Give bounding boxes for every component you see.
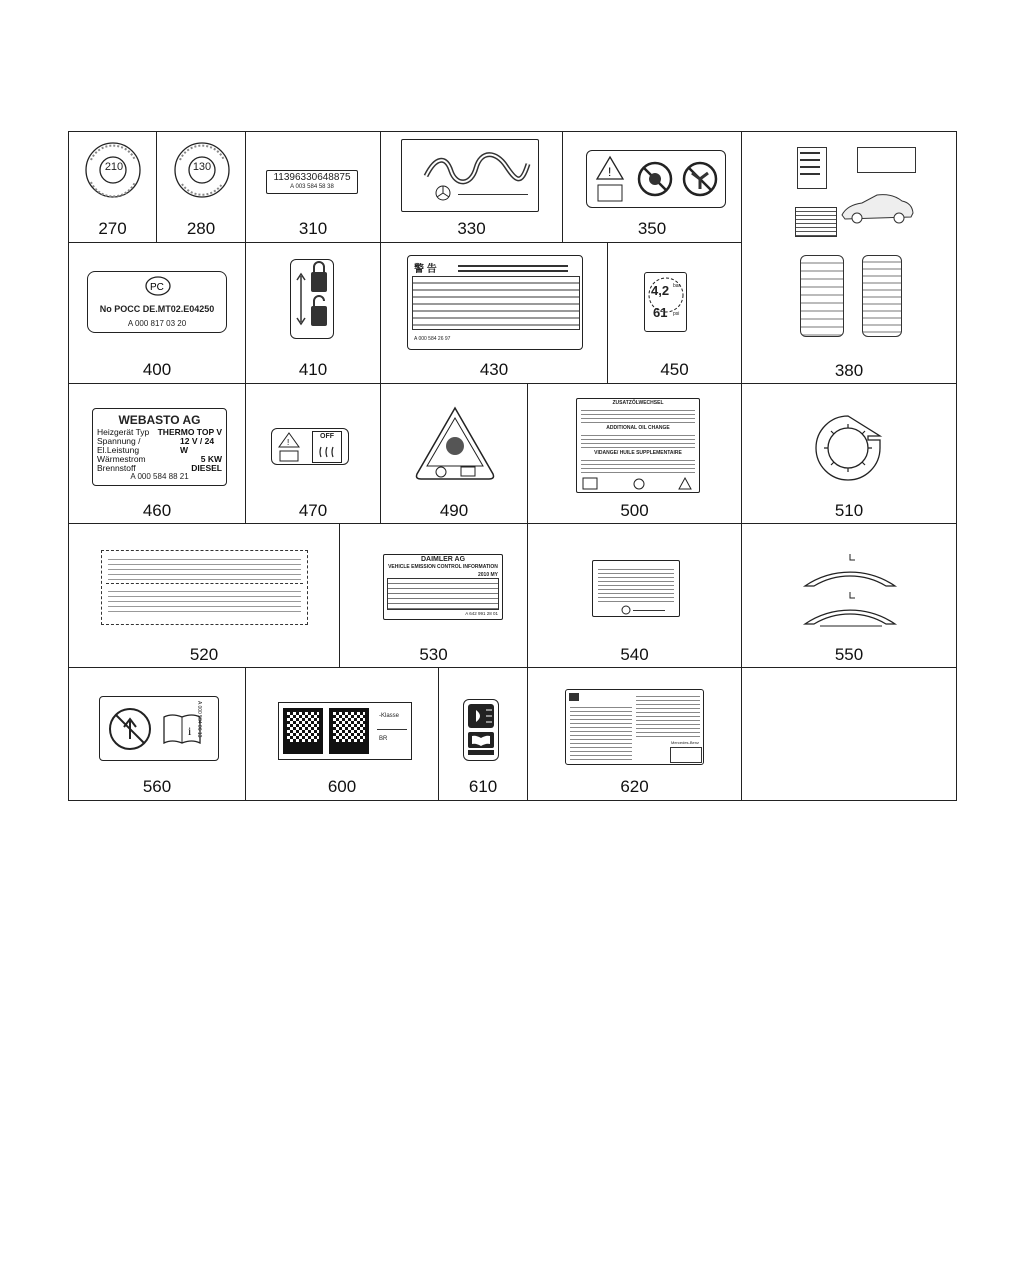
sticker-sheet-group — [797, 147, 857, 187]
pressure-psi-value: 61 — [653, 305, 668, 320]
off-text: OFF — [320, 433, 334, 440]
cell-380 — [741, 131, 957, 384]
cell-560 — [68, 667, 246, 801]
part-number-510: 510 — [834, 501, 864, 520]
oil-heading-en: ADDITIONAL OIL CHANGE — [606, 425, 670, 431]
webasto-part: A 000 584 88 21 — [130, 472, 189, 481]
cell-empty — [741, 667, 957, 801]
oil-heading-fr: VIDANGE/ HUILE SUPPLEMENTAIRE — [594, 450, 682, 456]
pressure-bar-value: 4,2 — [651, 283, 670, 298]
mercury-disposal-label — [592, 560, 680, 617]
part-number-270: 270 — [98, 219, 127, 238]
cell-350 — [562, 131, 742, 243]
webasto-label — [92, 408, 227, 486]
arc-label-lower-icon — [790, 584, 910, 629]
part-number-500: 500 — [620, 501, 649, 520]
spare-tire-label — [101, 550, 308, 625]
star-emblem-icon — [621, 605, 631, 615]
part-number-550: 550 — [834, 645, 864, 664]
pressure-label — [644, 272, 687, 332]
emission-control-label — [383, 554, 503, 620]
warning-book-icon — [277, 431, 301, 463]
part-number-430: 430 — [479, 360, 509, 379]
cell-600 — [245, 667, 439, 801]
cell-500 — [527, 383, 742, 524]
certificate-number: No POCC DE.MT02.E04250 — [99, 304, 215, 314]
headlamp-icon — [466, 702, 496, 758]
part-number-600: 600 — [327, 777, 357, 796]
part-number-490: 490 — [439, 501, 469, 520]
part-number-560: 560 — [142, 777, 172, 796]
cell-460 — [68, 383, 246, 524]
door-sticker-left — [800, 255, 844, 337]
part-number-350: 350 — [637, 219, 667, 238]
qr-code-label — [278, 702, 412, 760]
no-hands-icon — [637, 159, 677, 199]
emission-company: DAIMLER AG — [420, 556, 466, 563]
lock-unlock-icon — [293, 262, 333, 338]
cell-610 — [438, 667, 528, 801]
oil-change-label — [576, 398, 700, 493]
part-number-620: 620 — [620, 777, 649, 796]
warning-table — [412, 276, 580, 330]
webasto-specs — [97, 428, 222, 473]
part-number-450: 450 — [660, 360, 689, 379]
part-number-330: 330 — [457, 219, 486, 238]
emission-title: VEHICLE EMISSION CONTROL INFORMATION — [388, 564, 498, 570]
br-text: BR — [379, 736, 388, 742]
part-number-280: 280 — [186, 219, 216, 238]
pct-mark-icon — [143, 275, 173, 297]
star-emblem-icon — [435, 185, 451, 201]
barcode-label — [266, 170, 358, 194]
barcode-number: 11396330648875 — [273, 172, 351, 183]
qr-code-right — [329, 708, 369, 754]
qr-code-left — [283, 708, 323, 754]
webasto-brand: WEBASTO AG — [118, 413, 201, 427]
cell-470 — [245, 383, 381, 524]
speed-value-130: 130 — [192, 161, 212, 173]
part-number-470: 470 — [298, 501, 328, 520]
chinese-warning-label — [407, 255, 583, 350]
part-number-610: 610 — [468, 777, 498, 796]
svg-text:i: i — [188, 724, 192, 738]
cell-530 — [339, 523, 528, 668]
warning-icons-label — [586, 150, 726, 208]
svg-text:!: ! — [608, 165, 612, 179]
part-number-520: 520 — [189, 645, 219, 664]
spec-row: Spannung / El.Leistung 12 V / 24 W — [97, 436, 215, 455]
chinese-warning-title: 警 告 — [414, 264, 437, 275]
cell-510 — [741, 383, 957, 524]
svg-text:PC: PC — [150, 282, 164, 293]
pressure-bar-unit: bar — [673, 283, 681, 289]
pressure-psi-unit: psi — [673, 311, 680, 317]
cell-450 — [607, 242, 742, 384]
chinese-warning-part: A 000 584 26 97 — [414, 336, 451, 342]
spec-row: Heizgerät Typ THERMO TOP V — [97, 427, 222, 437]
cell-490 — [380, 383, 528, 524]
emission-model-year: 2010 MY — [477, 572, 498, 578]
car-icon — [837, 187, 917, 227]
car-diagram-box — [857, 147, 916, 173]
spec-row: Brennstoff DIESEL — [97, 463, 222, 473]
tire-info-label — [565, 689, 704, 765]
heater-off-label — [271, 428, 349, 465]
off-box — [312, 431, 342, 463]
klasse-text: -Klasse — [379, 713, 400, 719]
part-number-400: 400 — [142, 360, 172, 379]
script-logo-icon — [416, 146, 536, 196]
oil-label-icons — [581, 477, 697, 491]
recycle-badge: Mercedes-Benz — [670, 740, 699, 745]
data-table-sticker — [795, 207, 837, 237]
cell-280 — [156, 131, 246, 243]
cell-540 — [527, 523, 742, 668]
part-number-380: 380 — [834, 361, 864, 380]
svg-text:!: ! — [287, 438, 290, 447]
certification-label — [87, 271, 227, 333]
cell-400 — [68, 242, 246, 384]
cell-330 — [380, 131, 563, 243]
part-number-310: 310 — [298, 219, 328, 238]
cell-410 — [245, 242, 381, 384]
cell-310 — [245, 131, 381, 243]
jack-warning-label — [99, 696, 219, 761]
cell-550 — [741, 523, 957, 668]
no-jack-icon — [106, 705, 154, 753]
gear-ring-label-icon — [808, 408, 888, 488]
spec-row: Wärmestrom 5 KW — [97, 454, 222, 464]
cell-620 — [527, 667, 742, 801]
script-logo-label — [401, 139, 539, 212]
part-number-460: 460 — [142, 501, 172, 520]
jack-warning-part: A 000 584 06 13 — [196, 701, 202, 738]
cell-430 — [380, 242, 608, 384]
part-number-410: 410 — [298, 360, 328, 379]
no-fan-icon — [682, 159, 722, 199]
heat-symbol-icon — [317, 445, 337, 459]
headlamp-label — [463, 699, 499, 761]
part-number-540: 540 — [620, 645, 649, 664]
barcode-part: A 003 584 58 38 — [290, 184, 334, 190]
lock-label — [290, 259, 334, 339]
emission-part: A 642 991 28 01 — [465, 611, 498, 616]
certificate-part: A 000 817 03 20 — [127, 319, 187, 328]
part-number-530: 530 — [419, 645, 448, 664]
hazard-triangle-icon — [413, 404, 497, 482]
cell-270 — [68, 131, 157, 243]
cell-520 — [68, 523, 340, 668]
door-sticker-right — [862, 255, 902, 337]
warning-triangle-icon — [595, 155, 625, 205]
oil-heading-de: ZUSATZÖLWECHSEL — [612, 400, 664, 406]
speed-value-210: 210 — [104, 161, 124, 173]
